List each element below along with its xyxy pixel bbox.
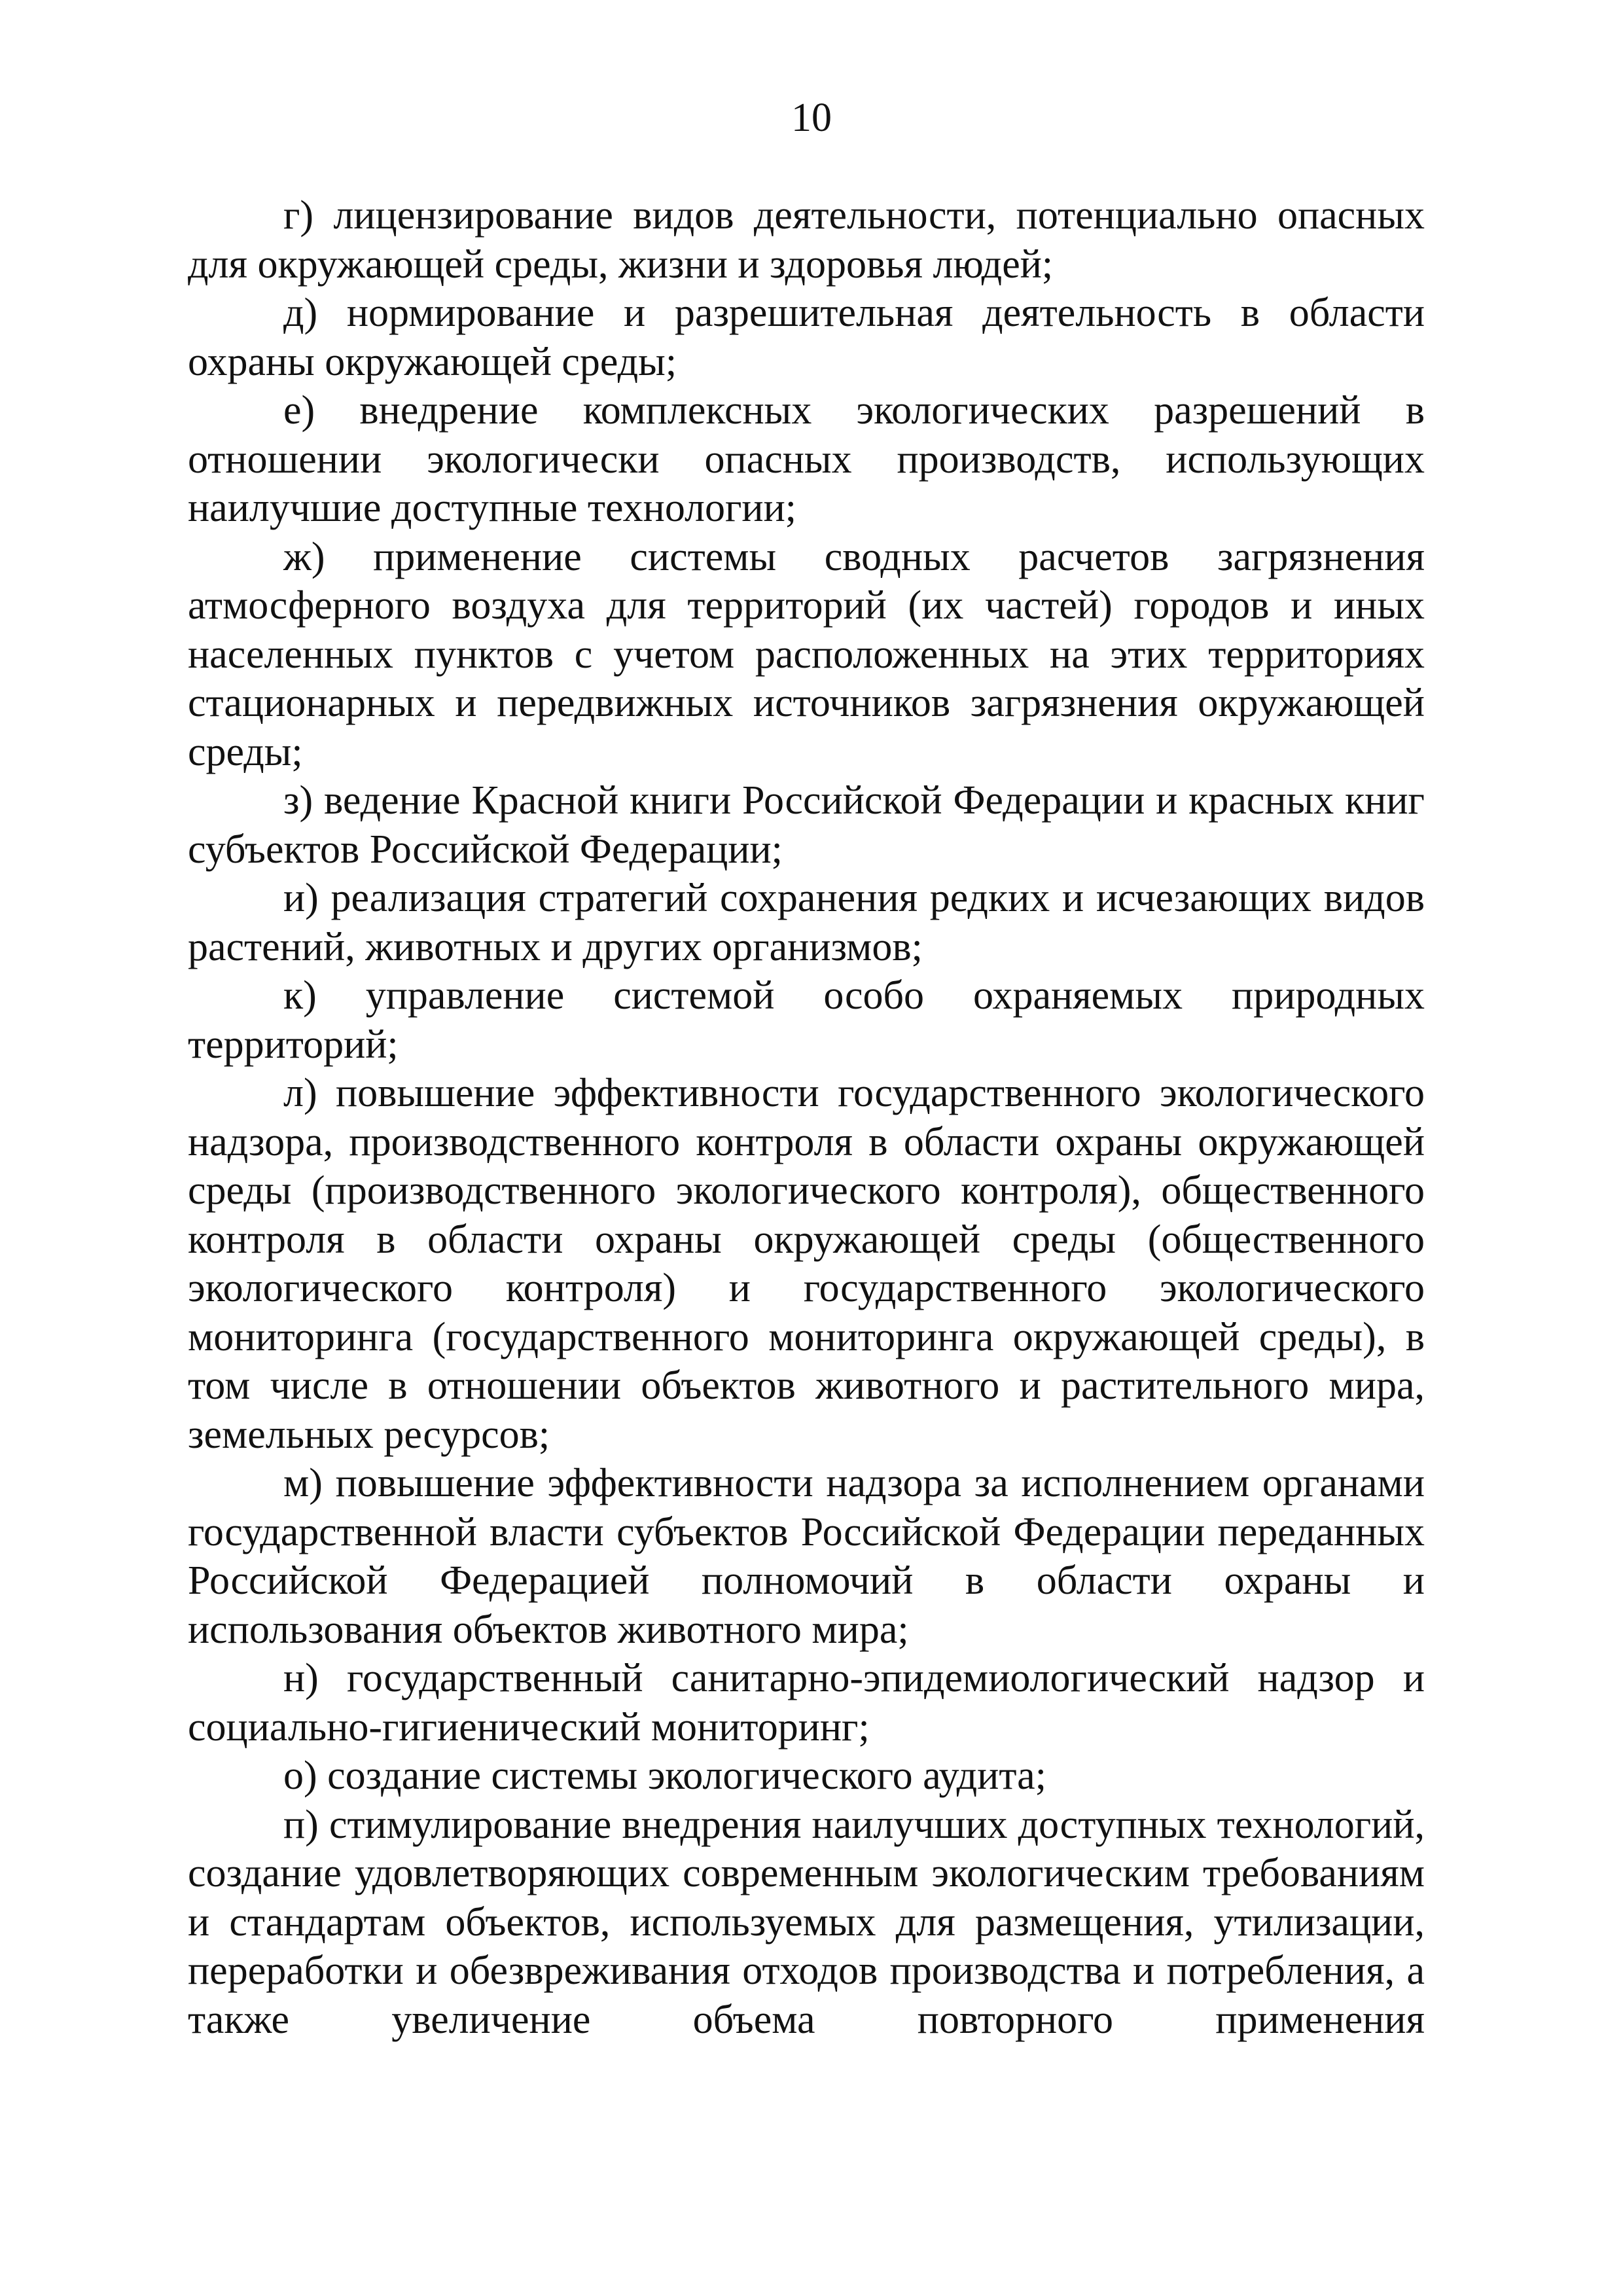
paragraph-l: л) повышение эффективности государственного экологического надзора, производственного контроля в области охраны окружающей среды (производственного экологического контроля), общественного контроля в области охраны окружающей среды (общественного экологического контроля) и государственного экологического мониторинга (государственного мониторинга окружающей среды), в том числе в отношении объектов животного и растительного мира, земельных ресурсов; [188, 1071, 1425, 1457]
paragraph-g: г) лицензирование видов деятельности, потенциально опасных для окружающей среды, жизни и здоровья людей; [188, 193, 1425, 287]
paragraph-e: е) внедрение комплексных экологических разрешений в отношении экологически опасных производств, использующих наилучшие доступные технологии; [188, 388, 1425, 530]
paragraph-zh: ж) применение системы сводных расчетов загрязнения атмосферного воздуха для территорий (их частей) городов и иных населенных пунктов с учетом расположенных на этих территориях стационарных и передвижных источников загрязнения окружающей среды; [188, 534, 1425, 774]
paragraph-d: д) нормирование и разрешительная деятельность в области охраны окружающей среды; [188, 291, 1425, 384]
paragraph-i: и) реализация стратегий сохранения редких и исчезающих видов растений, животных и других организмов; [188, 876, 1425, 969]
paragraph-n: н) государственный санитарно-эпидемиологический надзор и социально-гигиенический мониторинг; [188, 1656, 1425, 1749]
page-number: 10 [791, 96, 832, 140]
paragraph-z: з) ведение Красной книги Российской Федерации и красных книг субъектов Российской Федерации; [188, 778, 1425, 872]
paragraph-m: м) повышение эффективности надзора за исполнением органами государственной власти субъектов Российской Федерации переданных Российской Федерацией полномочий в области охраны и использования объектов животного мира; [188, 1461, 1425, 1652]
document-body [188, 191, 1425, 2044]
paragraph-o: о) создание системы экологического аудита; [283, 1753, 1046, 1798]
paragraph-p: п) стимулирование внедрения наилучших доступных технологий, создание удовлетворяющих современным экологическим требованиям и стандартам объектов, используемых для размещения, утилизации, переработки и обезвреживания отходов производства и потребления, а также увеличение объема повторного применения [188, 1802, 1425, 2042]
paragraph-k: к) управление системой особо охраняемых природных территорий; [188, 973, 1425, 1067]
